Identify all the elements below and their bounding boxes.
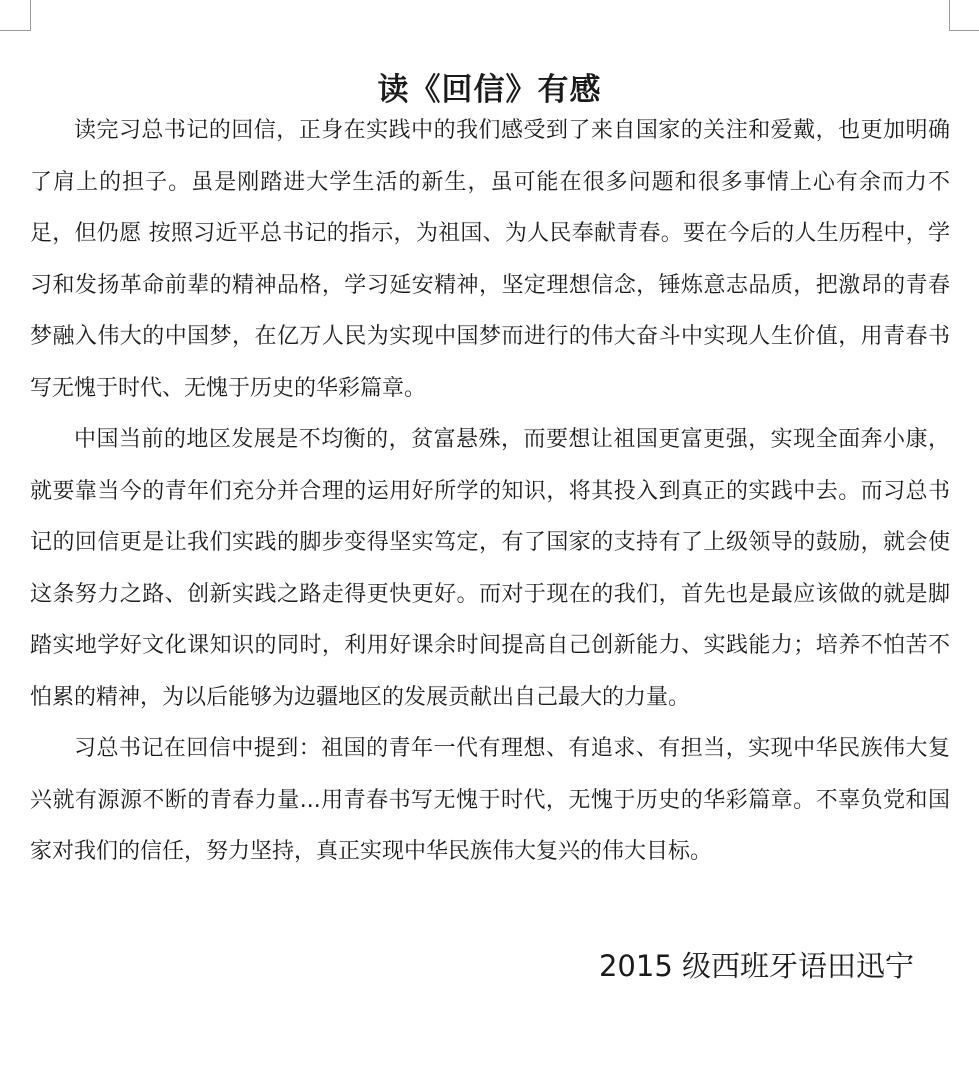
body-paragraph-1: 读完习总书记的回信，正身在实践中的我们感受到了来自国家的关注和爱戴，也更加明确了肩上的担子。虽是刚踏进大学生活的新生，虽可能在很多问题和很多事情上心有余而力不足，但仍愿 按照习近平总书记的指示，为祖国、为人民奉献青春。要在今后的人生历程中，学习和发扬革命前辈的精神品格，学习延安精神，坚定理想信念，锤炼意志品质，把激昂的青春梦融入伟大的中国梦，在亿万人民为实现中国梦而进行的伟大奋斗中实现人生价值，用青春书写无愧于时代、无愧于历史的华彩篇章。 [30, 118, 950, 401]
body-paragraph-2: 中国当前的地区发展是不均衡的，贫富悬殊，而要想让祖国更富更强，实现全面奔小康，就要靠当今的青年们充分并合理的运用好所学的知识，将其投入到真正的实践中去。而习总书记的回信更是让我们实践的脚步变得坚实笃定，有了国家的支持有了上级领导的鼓励，就会使这条努力之路、创新实践之路走得更快更好。而对于现在的我们，首先也是最应该做的就是脚踏实地学好文化课知识的同时，利用好课余时间提高自己创新能力、实践能力；培养不怕苦不怕累的精神，为以后能够为边疆地区的发展贡献出自己最大的力量。 [30, 427, 950, 710]
document-body [30, 105, 950, 878]
crop-mark-top-left [0, 0, 31, 31]
document-title: 读《回信》有感 [377, 71, 602, 108]
author-signature: 2015 级西班牙语田迅宁 [598, 949, 914, 983]
crop-mark-top-right [949, 0, 979, 31]
body-paragraph-3: 习总书记在回信中提到：祖国的青年一代有理想、有追求、有担当，实现中华民族伟大复兴就有源源不断的青春力量...用青春书写无愧于时代，无愧于历史的华彩篇章。不辜负党和国家对我们的信任，努力坚持，真正实现中华民族伟大复兴的伟大目标。 [30, 736, 950, 864]
